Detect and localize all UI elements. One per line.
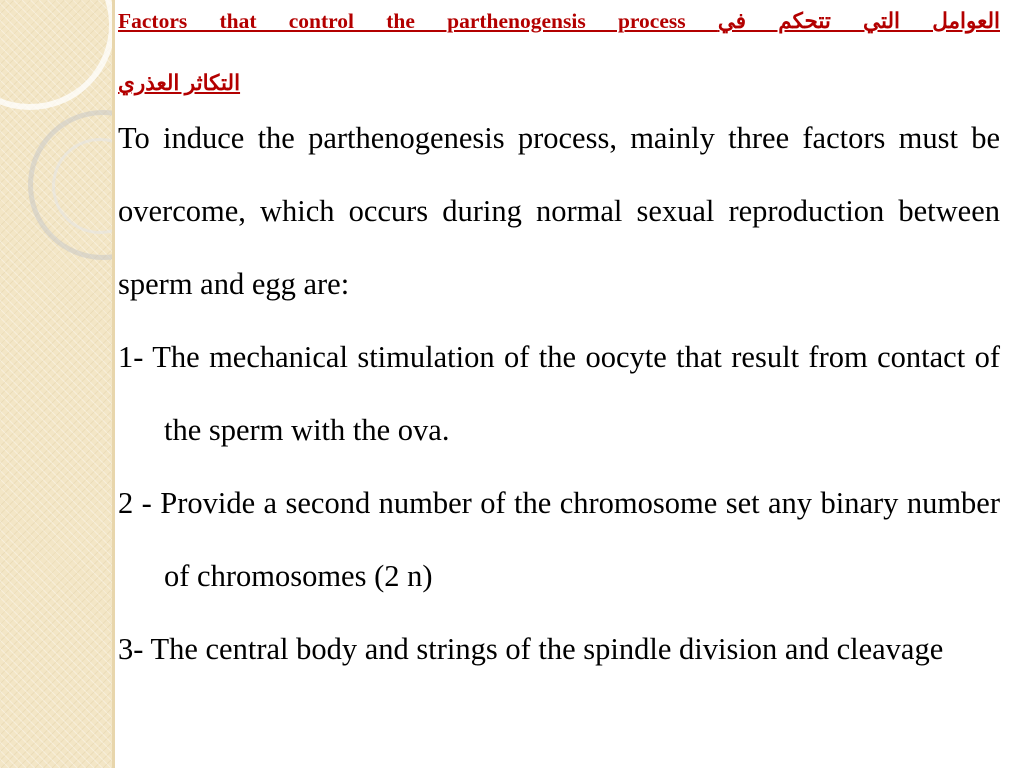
intro-paragraph: To induce the parthenogenesis process, mainly three factors must be overcome, which occurs during normal sexual reproduction between sperm and egg are:	[118, 121, 1000, 301]
list-item: 3- The central body and strings of the spindle division and cleavage	[118, 632, 944, 666]
band-divider	[112, 0, 115, 768]
slide-heading-arabic: التكاثر العذري	[118, 71, 241, 95]
list-item: 1- The mechanical stimulation of the oocyte that result from contact of the sperm with the ova.	[118, 340, 1000, 447]
decorative-side-band	[0, 0, 112, 768]
slide-content	[118, 8, 1000, 686]
slide-heading: Factors that control the parthenogensis process العوامل التي تتحكم في	[118, 9, 1000, 33]
decorative-circle	[0, 0, 112, 110]
list-item: 2 - Provide a second number of the chromosome set any binary number of chromosomes (2 n)	[118, 486, 1000, 593]
